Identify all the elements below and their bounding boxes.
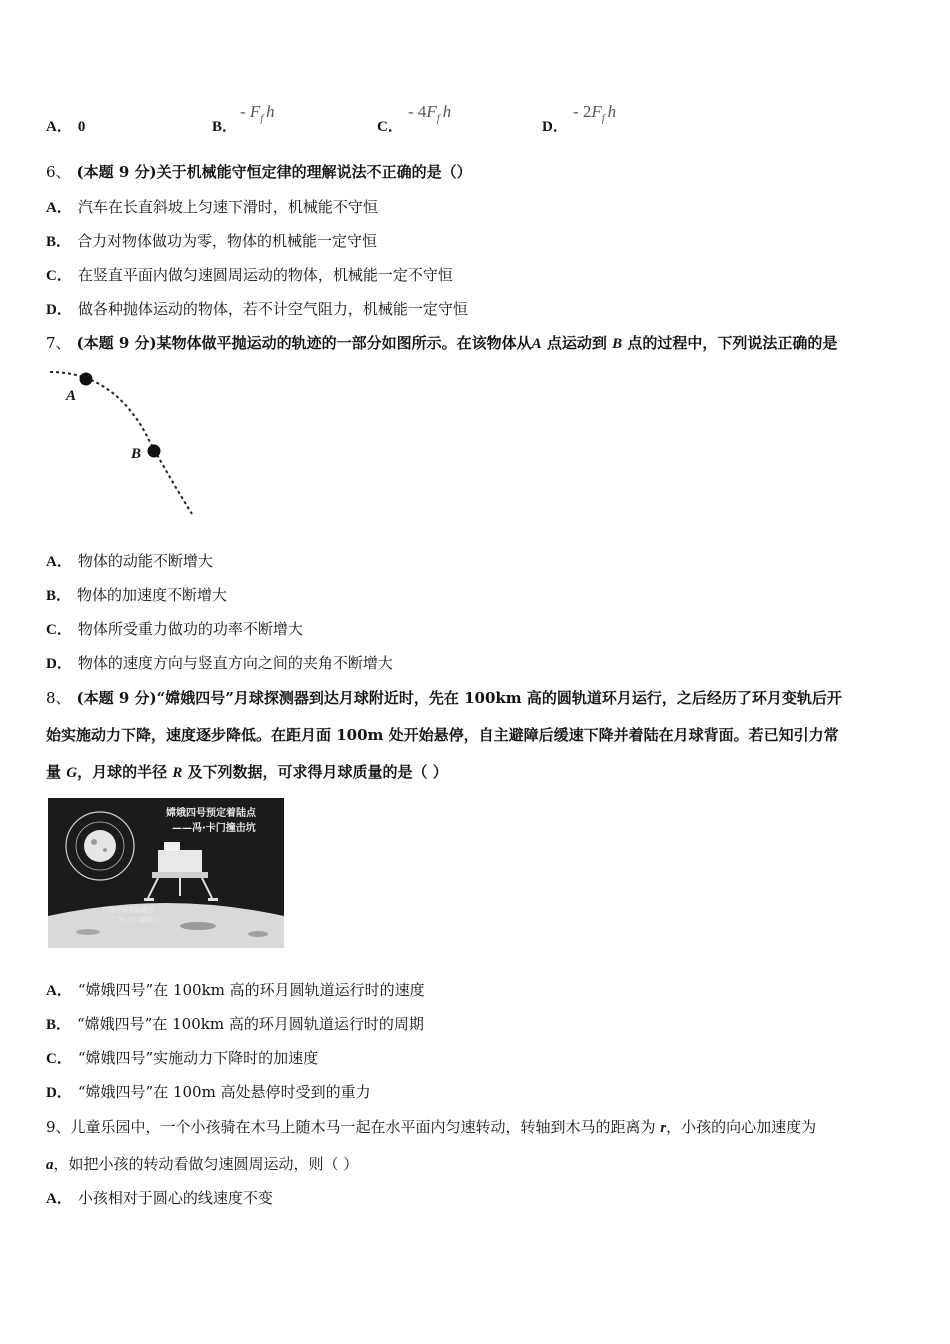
figure-title-1: 嫦娥四号预定着陆点 — [166, 808, 256, 819]
question-number: 7、 — [46, 334, 71, 352]
label-b: B — [131, 446, 142, 462]
q5-option-b-formula: - $F_f$ h — [240, 102, 275, 125]
q7-stem: 7、 (本题 9 分)某物体做平抛运动的轨迹的一部分如图所示。在该物体从A 点运动到 B 点的过程中，下列说法正确的是 — [46, 334, 838, 352]
q5-option-a — [46, 115, 85, 136]
figure-caption-1: 月球背面着陆地点 — [102, 906, 154, 914]
moon-surface — [48, 903, 284, 948]
question-number: 8、 — [46, 689, 71, 707]
moon-globe — [84, 830, 116, 862]
q6-option-a: A． 汽车在长直斜坡上匀速下滑时，机械能不守恒 — [46, 198, 378, 216]
change4-figure — [48, 798, 284, 948]
figure-caption-2: 冯·卡门撞击坑 — [118, 916, 160, 924]
q5-option-c-formula: - $4F_f$ h — [408, 102, 452, 125]
option-letter: A． — [46, 119, 72, 135]
q5-option-d-formula: - $2F_f$ h — [573, 102, 617, 125]
q6-option-d: D． 做各种抛体运动的物体，若不计空气阻力，机械能一定守恒 — [46, 300, 468, 318]
q8-option-b: B． “嫦娥四号”在 100km 高的环月圆轨道运行时的周期 — [46, 1015, 424, 1033]
q8-option-c: C． “嫦娥四号”实施动力下降时的加速度 — [46, 1049, 319, 1067]
q9-option-a: A． 小孩相对于圆心的线速度不变 — [46, 1189, 273, 1207]
q5-option-b — [212, 115, 237, 136]
question-number: 6、 — [46, 163, 71, 181]
option-letter: B． — [212, 119, 238, 135]
lander-body — [158, 850, 202, 872]
option-letter: C． — [377, 119, 403, 135]
question-stem: (本题 9 分)关于机械能守恒定律的理解说法不正确的是（） — [76, 163, 472, 181]
q7-option-d: D． 物体的速度方向与竖直方向之间的夹角不断增大 — [46, 654, 393, 672]
q6-stem — [46, 161, 472, 182]
point-a — [80, 373, 93, 386]
q9-stem-line-1: 9、儿童乐园中，一个小孩骑在木马上随木马一起在水平面内匀速转动，转轴到木马的距离为 r，小孩的向心加速度为 — [46, 1118, 817, 1136]
q5-option-d — [542, 115, 568, 136]
trajectory-figure — [46, 362, 206, 522]
q8-stem-line-1: 8、 (本题 9 分)“嫦娥四号”月球探测器到达月球附近时，先在 100km 高的圆轨道环月运行，之后经历了环月变轨后开 — [46, 689, 842, 707]
q9-stem-line-2: a，如把小孩的转动看做匀速圆周运动，则（ ） — [46, 1155, 359, 1173]
q8-option-d: D． “嫦娥四号”在 100m 高处悬停时受到的重力 — [46, 1083, 371, 1101]
q8-stem-line-2: 始实施动力下降，速度逐步降低。在距月面 100m 处开始悬停，自主避障后缓速下降并着陆在月球背面。若已知引力常 — [46, 726, 839, 744]
option-letter: D． — [542, 119, 568, 135]
question-number: 9、 — [46, 1118, 71, 1136]
q7-option-a: A． 物体的动能不断增大 — [46, 552, 213, 570]
q7-option-c: C． 物体所受重力做功的功率不断增大 — [46, 620, 303, 638]
option-value: 0 — [77, 119, 86, 135]
q7-option-b: B． 物体的加速度不断增大 — [46, 586, 228, 604]
q8-stem-line-3: 量 G，月球的半径 R 及下列数据，可求得月球质量的是（ ） — [46, 763, 448, 781]
figure-title-2: ——冯·卡门撞击坑 — [172, 823, 256, 834]
q6-option-b: B． 合力对物体做功为零，物体的机械能一定守恒 — [46, 232, 378, 250]
point-b — [148, 445, 161, 458]
q6-option-c: C． 在竖直平面内做匀速圆周运动的物体，机械能一定不守恒 — [46, 266, 453, 284]
label-a: A — [66, 388, 77, 404]
q5-option-c — [377, 115, 403, 136]
q8-option-a: A． “嫦娥四号”在 100km 高的环月圆轨道运行时的速度 — [46, 981, 425, 999]
